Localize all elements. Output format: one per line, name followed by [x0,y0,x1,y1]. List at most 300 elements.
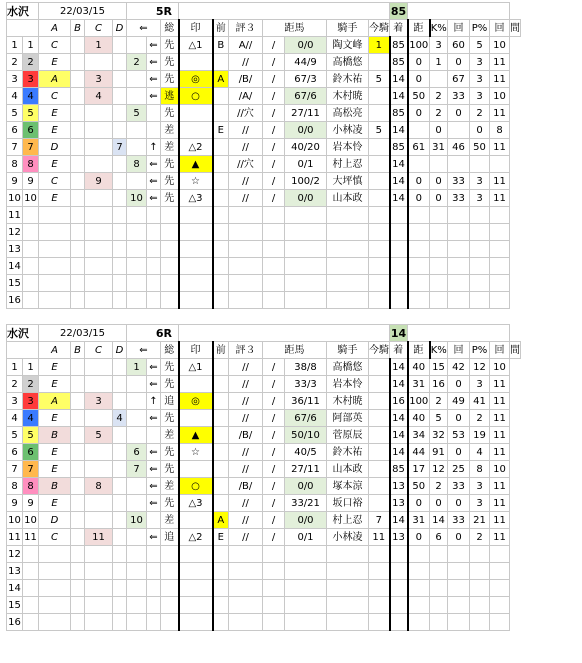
cell-k[interactable]: 61 [408,139,430,156]
cell-B[interactable] [71,173,85,190]
cell-B[interactable] [71,224,85,241]
cell-D[interactable] [113,478,127,495]
cell-p[interactable]: 67 [448,71,470,88]
cell-p[interactable]: 33 [448,478,470,495]
cell-hyo[interactable] [229,597,263,614]
cell-chaku[interactable] [369,258,390,275]
cell-A[interactable]: E [39,410,71,427]
cell-kai[interactable]: 3 [430,37,448,54]
cell-ima[interactable] [327,292,369,309]
cell-ma[interactable] [490,546,510,563]
cell-B[interactable] [71,427,85,444]
cell-A[interactable]: C [39,173,71,190]
cell-shirushi[interactable]: △3 [179,190,213,207]
cell-k[interactable]: 0 [408,105,430,122]
cell-D[interactable] [113,393,127,410]
cell-A[interactable]: A [39,393,71,410]
cell-shirushi[interactable] [179,105,213,122]
cell-B[interactable] [71,54,85,71]
cell-hyo[interactable]: // [229,190,263,207]
cell-kyo[interactable] [390,292,408,309]
cell-mae[interactable] [213,563,229,580]
cell-kishu[interactable]: 0/1 [285,156,327,173]
cell-C[interactable] [85,546,113,563]
cell-D[interactable] [113,597,127,614]
cell-k[interactable]: 31 [408,376,430,393]
cell-arrow[interactable]: ⇐ [147,410,161,427]
cell-B[interactable] [71,139,85,156]
cell-chaku[interactable] [369,393,390,410]
cell-mae[interactable]: E [213,529,229,546]
cell-so[interactable]: 先 [161,461,179,478]
cell-A[interactable]: C [39,529,71,546]
cell-hyo[interactable] [229,580,263,597]
cell-kishu[interactable]: 100/2 [285,173,327,190]
cell-ma[interactable] [490,275,510,292]
cell-no[interactable]: 5 [7,427,23,444]
cell-arrow[interactable]: ⇐ [147,461,161,478]
cell-kyoba[interactable]: / [263,139,285,156]
cell-arrow[interactable] [147,614,161,631]
cell-hyo[interactable]: // [229,359,263,376]
cell-mae[interactable] [213,376,229,393]
cell-ima[interactable] [327,580,369,597]
cell-kishu[interactable] [285,258,327,275]
cell-chaku[interactable] [369,207,390,224]
cell-kyoba[interactable] [263,224,285,241]
cell-A[interactable] [39,580,71,597]
cell-k[interactable] [408,580,430,597]
cell-kishu[interactable] [285,224,327,241]
cell-kyo[interactable]: 13 [390,529,408,546]
cell-shirushi[interactable] [179,512,213,529]
cell-ima[interactable]: 高松亮 [327,105,369,122]
cell-ima[interactable]: 菅原辰 [327,427,369,444]
cell-D[interactable] [113,512,127,529]
cell-hyo[interactable]: // [229,122,263,139]
cell-k[interactable] [408,614,430,631]
cell-ima[interactable]: 小林凌 [327,122,369,139]
cell-chaku[interactable] [369,156,390,173]
cell-p[interactable]: 0 [448,376,470,393]
cell-arrow[interactable]: ⇐ [147,478,161,495]
cell-kai[interactable]: 2 [430,105,448,122]
cell-no[interactable]: 6 [7,122,23,139]
cell-waku[interactable] [23,580,39,597]
cell-arrow[interactable] [147,512,161,529]
cell-ma[interactable] [490,156,510,173]
cell-arrow_num[interactable] [127,241,147,258]
cell-arrow[interactable] [147,546,161,563]
cell-kai2[interactable] [470,597,490,614]
cell-ima[interactable] [327,241,369,258]
cell-p[interactable] [448,122,470,139]
cell-p[interactable] [448,224,470,241]
cell-hyo[interactable]: // [229,461,263,478]
cell-arrow_num[interactable] [127,292,147,309]
cell-shirushi[interactable] [179,580,213,597]
cell-shirushi[interactable]: ☆ [179,173,213,190]
cell-k[interactable]: 0 [408,173,430,190]
cell-shirushi[interactable] [179,461,213,478]
cell-kai[interactable] [430,258,448,275]
cell-k[interactable]: 100 [408,37,430,54]
cell-kai[interactable]: 2 [430,88,448,105]
cell-k[interactable]: 100 [408,393,430,410]
cell-k[interactable]: 50 [408,88,430,105]
cell-kyoba[interactable] [263,207,285,224]
cell-kai2[interactable] [470,292,490,309]
cell-C[interactable] [85,444,113,461]
cell-shirushi[interactable] [179,563,213,580]
cell-C[interactable] [85,461,113,478]
cell-shirushi[interactable] [179,597,213,614]
cell-kyoba[interactable]: / [263,105,285,122]
cell-waku[interactable]: 10 [23,512,39,529]
cell-arrow_num[interactable] [127,546,147,563]
cell-ma[interactable]: 11 [490,105,510,122]
cell-A[interactable]: C [39,37,71,54]
cell-hyo[interactable]: /B/ [229,427,263,444]
cell-shirushi[interactable] [179,258,213,275]
cell-A[interactable] [39,597,71,614]
cell-D[interactable] [113,105,127,122]
cell-kai[interactable]: 91 [430,444,448,461]
cell-ima[interactable] [327,563,369,580]
cell-C[interactable] [85,359,113,376]
cell-kai[interactable]: 12 [430,461,448,478]
cell-kishu[interactable] [285,614,327,631]
cell-kyo[interactable]: 85 [390,105,408,122]
cell-kai[interactable]: 14 [430,512,448,529]
cell-C[interactable]: 3 [85,393,113,410]
cell-arrow_num[interactable] [127,88,147,105]
cell-shirushi[interactable]: ◎ [179,393,213,410]
cell-so[interactable]: 差 [161,122,179,139]
cell-arrow[interactable] [147,563,161,580]
cell-chaku[interactable] [369,580,390,597]
cell-ima[interactable] [327,597,369,614]
cell-ma[interactable]: 11 [490,190,510,207]
cell-kai2[interactable]: 4 [470,444,490,461]
cell-p[interactable]: 0 [448,495,470,512]
cell-kishu[interactable]: 67/6 [285,410,327,427]
cell-B[interactable] [71,563,85,580]
cell-p[interactable] [448,546,470,563]
cell-chaku[interactable] [369,427,390,444]
cell-waku[interactable] [23,241,39,258]
cell-ma[interactable]: 10 [490,359,510,376]
cell-arrow[interactable] [147,224,161,241]
cell-kai2[interactable]: 19 [470,427,490,444]
cell-waku[interactable] [23,224,39,241]
cell-kai[interactable] [430,275,448,292]
cell-C[interactable] [85,224,113,241]
cell-C[interactable]: 8 [85,478,113,495]
cell-kyoba[interactable] [263,597,285,614]
cell-kai[interactable]: 32 [430,427,448,444]
cell-no[interactable]: 4 [7,410,23,427]
cell-C[interactable] [85,495,113,512]
cell-so[interactable]: 先 [161,173,179,190]
cell-k[interactable] [408,597,430,614]
cell-arrow[interactable]: ⇐ [147,173,161,190]
cell-ima[interactable]: 木村暁 [327,393,369,410]
cell-chaku[interactable]: 5 [369,122,390,139]
cell-mae[interactable] [213,580,229,597]
cell-k[interactable]: 44 [408,444,430,461]
cell-arrow[interactable]: ⇐ [147,88,161,105]
cell-D[interactable]: 7 [113,139,127,156]
cell-ma[interactable] [490,597,510,614]
cell-ima[interactable]: 山本政 [327,190,369,207]
cell-B[interactable] [71,376,85,393]
cell-A[interactable]: E [39,156,71,173]
cell-hyo[interactable]: // [229,173,263,190]
cell-ma[interactable]: 10 [490,37,510,54]
cell-shirushi[interactable]: ◎ [179,71,213,88]
cell-mae[interactable] [213,173,229,190]
cell-C[interactable]: 3 [85,71,113,88]
cell-so[interactable]: 先 [161,156,179,173]
cell-ma[interactable]: 11 [490,410,510,427]
cell-D[interactable] [113,173,127,190]
cell-hyo[interactable]: A// [229,37,263,54]
cell-p[interactable] [448,597,470,614]
cell-kyoba[interactable] [263,580,285,597]
cell-k[interactable]: 40 [408,359,430,376]
cell-no[interactable]: 2 [7,376,23,393]
cell-k[interactable] [408,563,430,580]
cell-kishu[interactable]: 67/6 [285,88,327,105]
cell-kai[interactable]: 0 [430,190,448,207]
cell-waku[interactable] [23,546,39,563]
cell-D[interactable] [113,495,127,512]
cell-chaku[interactable]: 7 [369,512,390,529]
cell-arrow[interactable] [147,258,161,275]
cell-arrow[interactable]: ↑ [147,139,161,156]
cell-C[interactable] [85,512,113,529]
cell-mae[interactable]: A [213,512,229,529]
cell-ma[interactable] [490,258,510,275]
cell-so[interactable] [161,580,179,597]
cell-arrow[interactable] [147,580,161,597]
cell-arrow_num[interactable] [127,410,147,427]
cell-shirushi[interactable] [179,224,213,241]
cell-k[interactable] [408,292,430,309]
cell-kyo[interactable]: 13 [390,478,408,495]
cell-hyo[interactable] [229,292,263,309]
cell-no[interactable]: 15 [7,597,23,614]
cell-chaku[interactable] [369,292,390,309]
cell-kishu[interactable]: 0/0 [285,512,327,529]
cell-so[interactable]: 先 [161,376,179,393]
cell-shirushi[interactable]: ▲ [179,156,213,173]
cell-mae[interactable] [213,444,229,461]
cell-hyo[interactable]: // [229,495,263,512]
cell-mae[interactable]: B [213,37,229,54]
cell-B[interactable] [71,478,85,495]
cell-ima[interactable]: 坂口裕 [327,495,369,512]
cell-no[interactable]: 9 [7,173,23,190]
cell-kai[interactable]: 0 [430,122,448,139]
cell-p[interactable]: 0 [448,529,470,546]
cell-so[interactable] [161,597,179,614]
cell-kishu[interactable]: 0/0 [285,122,327,139]
cell-kishu[interactable]: 0/0 [285,37,327,54]
cell-so[interactable]: 差 [161,512,179,529]
cell-waku[interactable] [23,207,39,224]
cell-p[interactable] [448,207,470,224]
cell-kishu[interactable]: 0/1 [285,529,327,546]
cell-arrow_num[interactable]: 7 [127,461,147,478]
cell-k[interactable] [408,207,430,224]
cell-D[interactable] [113,376,127,393]
cell-D[interactable] [113,37,127,54]
cell-B[interactable] [71,292,85,309]
cell-C[interactable]: 9 [85,173,113,190]
cell-A[interactable] [39,546,71,563]
cell-arrow_num[interactable]: 2 [127,54,147,71]
cell-k[interactable]: 50 [408,478,430,495]
cell-A[interactable]: E [39,359,71,376]
cell-kyo[interactable] [390,597,408,614]
cell-chaku[interactable] [369,359,390,376]
cell-kai2[interactable] [470,614,490,631]
cell-D[interactable] [113,529,127,546]
cell-kyo[interactable]: 14 [390,88,408,105]
cell-ma[interactable]: 11 [490,173,510,190]
cell-chaku[interactable] [369,546,390,563]
cell-no[interactable]: 1 [7,359,23,376]
cell-B[interactable] [71,580,85,597]
cell-shirushi[interactable] [179,614,213,631]
cell-A[interactable]: E [39,54,71,71]
cell-mae[interactable] [213,224,229,241]
cell-kyo[interactable]: 85 [390,461,408,478]
cell-C[interactable]: 4 [85,88,113,105]
cell-kai[interactable] [430,207,448,224]
cell-waku[interactable]: 9 [23,173,39,190]
cell-no[interactable]: 16 [7,614,23,631]
cell-no[interactable]: 9 [7,495,23,512]
cell-ma[interactable]: 10 [490,88,510,105]
cell-so[interactable] [161,258,179,275]
cell-waku[interactable] [23,292,39,309]
cell-kai[interactable]: 15 [430,359,448,376]
cell-A[interactable]: D [39,139,71,156]
cell-shirushi[interactable]: △1 [179,37,213,54]
cell-B[interactable] [71,461,85,478]
cell-shirushi[interactable] [179,241,213,258]
cell-ma[interactable] [490,241,510,258]
cell-kai[interactable]: 2 [430,478,448,495]
cell-waku[interactable] [23,275,39,292]
cell-kai2[interactable] [470,258,490,275]
cell-kai2[interactable]: 3 [470,376,490,393]
cell-chaku[interactable] [369,190,390,207]
cell-chaku[interactable] [369,105,390,122]
cell-arrow[interactable] [147,241,161,258]
cell-p[interactable]: 33 [448,190,470,207]
cell-shirushi[interactable]: △2 [179,529,213,546]
cell-arrow_num[interactable] [127,427,147,444]
cell-k[interactable]: 0 [408,529,430,546]
cell-mae[interactable] [213,156,229,173]
cell-ima[interactable]: 村上忍 [327,512,369,529]
cell-no[interactable]: 4 [7,88,23,105]
cell-no[interactable]: 13 [7,563,23,580]
cell-kai2[interactable]: 41 [470,393,490,410]
cell-waku[interactable]: 6 [23,122,39,139]
cell-ma[interactable]: 11 [490,393,510,410]
cell-kyoba[interactable]: / [263,512,285,529]
cell-no[interactable]: 3 [7,71,23,88]
cell-kyo[interactable] [390,546,408,563]
cell-B[interactable] [71,359,85,376]
cell-kyoba[interactable]: / [263,37,285,54]
cell-shirushi[interactable] [179,292,213,309]
cell-mae[interactable] [213,88,229,105]
cell-chaku[interactable] [369,444,390,461]
cell-waku[interactable]: 1 [23,37,39,54]
cell-kyoba[interactable]: / [263,478,285,495]
cell-kyo[interactable]: 14 [390,512,408,529]
cell-kyoba[interactable]: / [263,173,285,190]
cell-arrow_num[interactable] [127,37,147,54]
cell-A[interactable]: E [39,190,71,207]
cell-waku[interactable] [23,597,39,614]
cell-kai[interactable] [430,224,448,241]
cell-C[interactable] [85,275,113,292]
cell-kyo[interactable] [390,258,408,275]
cell-ma[interactable]: 11 [490,444,510,461]
cell-waku[interactable]: 2 [23,376,39,393]
cell-kai[interactable] [430,241,448,258]
cell-ima[interactable]: 鈴木祐 [327,444,369,461]
cell-ma[interactable]: 11 [490,478,510,495]
cell-ima[interactable] [327,258,369,275]
cell-mae[interactable] [213,410,229,427]
cell-D[interactable] [113,258,127,275]
cell-kishu[interactable] [285,563,327,580]
cell-ima[interactable]: 陶文峰 [327,37,369,54]
cell-waku[interactable]: 5 [23,105,39,122]
cell-p[interactable]: 42 [448,359,470,376]
cell-arrow[interactable]: ⇐ [147,190,161,207]
cell-k[interactable] [408,546,430,563]
cell-kai2[interactable] [470,224,490,241]
cell-D[interactable] [113,156,127,173]
cell-kai2[interactable]: 3 [470,495,490,512]
cell-kishu[interactable] [285,275,327,292]
cell-A[interactable]: D [39,512,71,529]
cell-k[interactable]: 34 [408,427,430,444]
cell-hyo[interactable]: // [229,139,263,156]
cell-waku[interactable]: 3 [23,393,39,410]
cell-so[interactable] [161,546,179,563]
cell-p[interactable] [448,241,470,258]
cell-ma[interactable]: 11 [490,54,510,71]
cell-shirushi[interactable] [179,410,213,427]
cell-C[interactable] [85,563,113,580]
cell-B[interactable] [71,88,85,105]
cell-ma[interactable] [490,292,510,309]
cell-kyo[interactable]: 14 [390,427,408,444]
cell-chaku[interactable] [369,173,390,190]
cell-arrow[interactable] [147,207,161,224]
cell-arrow_num[interactable] [127,71,147,88]
